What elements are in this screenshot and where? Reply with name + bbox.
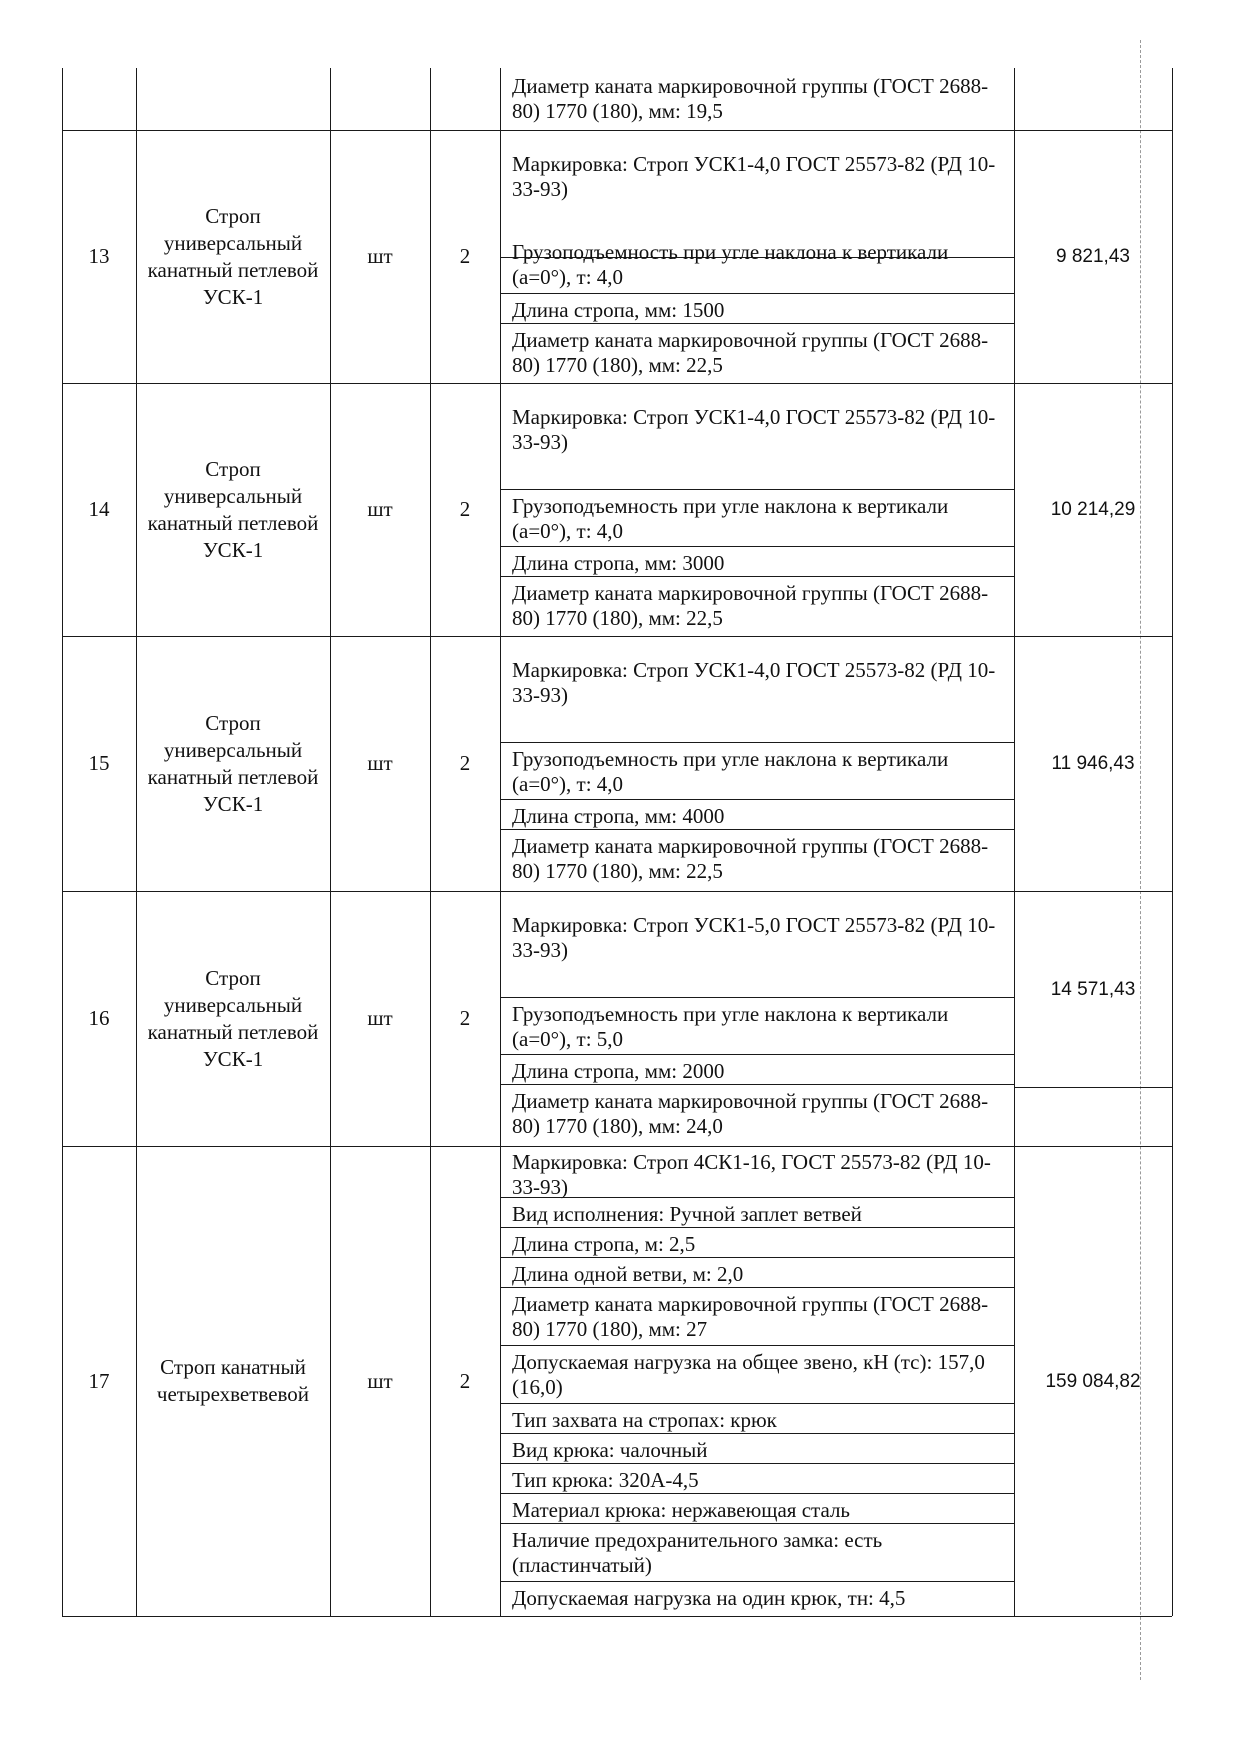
property-cell: Длина стропа, мм: 1500 [500,294,1014,324]
item-name: Строп универсальный канатный петлевой УСК-1 [147,456,319,562]
unit: шт [367,244,393,268]
unit: шт [367,497,393,521]
item-name: Строп универсальный канатный петлевой УСК-1 [147,965,319,1071]
property-cell: Длина стропа, м: 2,5 [500,1228,1014,1258]
unit: шт [367,751,393,775]
table-row [62,68,1172,130]
property-cell: Допускаемая нагрузка на один крюк, тн: 4,5 [512,1586,906,1610]
item-name: Строп универсальный канатный петлевой УСК-1 [147,203,319,309]
property-cell: Длина стропа, мм: 4000 [500,800,1014,830]
table-row [62,1146,1172,1616]
property-cell: Тип захвата на стропах: крюк [500,1404,1014,1434]
property-cell: Материал крюка: нержавеющая сталь [500,1494,1014,1524]
row-number: 16 [88,1006,110,1030]
property-cell: Маркировка: Строп УСК1-5,0 ГОСТ 25573-82 (РД 10-33-93) [512,913,996,962]
row-number: 14 [88,497,110,521]
property-cell: Вид крюка: чалочный [500,1434,1014,1464]
property-cell: Тип крюка: 320А-4,5 [500,1464,1014,1494]
table-row [62,383,1172,636]
property-cell: Грузоподъемность при угле наклона к вертикали (а=0°), т: 4,0 [500,742,1014,800]
row-number: 13 [88,244,110,268]
item-name: Строп канатный четырехветвевой [156,1355,310,1406]
property-cell: Диаметр каната маркировочной группы (ГОСТ 2688-80) 1770 (180), мм: 24,0 [512,1089,989,1138]
quantity: 2 [459,1006,471,1030]
quantity: 2 [459,751,471,775]
property-cell: Наличие предохранительного замка: есть (пластинчатый) [500,1524,1014,1582]
property-cell: Вид исполнения: Ручной заплет ветвей [500,1198,1014,1228]
property-cell: Диаметр каната маркировочной группы (ГОСТ 2688-80) 1770 (180), мм: 22,5 [512,581,989,630]
property-cell: Грузоподъемность при угле наклона к вертикали (а=0°), т: 4,0 [500,489,1014,547]
property-cell: Диаметр каната маркировочной группы (ГОСТ 2688-80) 1770 (180), мм: 19,5 [512,74,989,123]
property-cell: Диаметр каната маркировочной группы (ГОСТ 2688-80) 1770 (180), мм: 22,5 [512,328,989,377]
price: 9 821,43 [1056,246,1130,267]
table-row [62,891,1172,1146]
unit: шт [367,1006,393,1030]
property-cell: Диаметр каната маркировочной группы (ГОСТ 2688-80) 1770 (180), мм: 27 [500,1288,1014,1346]
quantity: 2 [459,244,471,268]
quantity: 2 [459,497,471,521]
property-cell: Маркировка: Строп УСК1-4,0 ГОСТ 25573-82 (РД 10-33-93) [512,405,996,454]
row-number: 15 [88,751,110,775]
row-number: 17 [88,1368,110,1393]
price: 11 946,43 [1051,753,1135,774]
item-name: Строп универсальный канатный петлевой УСК-1 [147,710,319,816]
property-cell: Длина стропа, мм: 3000 [500,547,1014,577]
unit: шт [367,1368,393,1393]
property-cell: Маркировка: Строп 4СК1-16, ГОСТ 25573-82 (РД 10-33-93) [500,1146,1014,1198]
property-cell: Грузоподъемность при угле наклона к вертикали (а=0°), т: 5,0 [500,997,1014,1055]
property-cell: Допускаемая нагрузка на общее звено, кН (тс): 157,0 (16,0) [500,1346,1014,1404]
price: 14 571,43 [1050,979,1136,1000]
property-cell: Грузоподъемность при угле наклона к вертикали (а=0°), т: 4,0 [500,236,1014,294]
table-row [62,636,1172,891]
property-cell: Длина стропа, мм: 2000 [500,1055,1014,1085]
table-row [62,130,1172,383]
property-cell: Диаметр каната маркировочной группы (ГОСТ 2688-80) 1770 (180), мм: 22,5 [512,834,989,883]
quantity: 2 [459,1368,471,1393]
property-cell: Маркировка: Строп УСК1-4,0 ГОСТ 25573-82 (РД 10-33-93) [512,658,996,707]
price: 159 084,82 [1045,1370,1141,1392]
property-cell: Маркировка: Строп УСК1-4,0 ГОСТ 25573-82 (РД 10-33-93) [500,152,1014,258]
price: 10 214,29 [1050,499,1136,520]
property-cell: Длина одной ветви, м: 2,0 [500,1258,1014,1288]
